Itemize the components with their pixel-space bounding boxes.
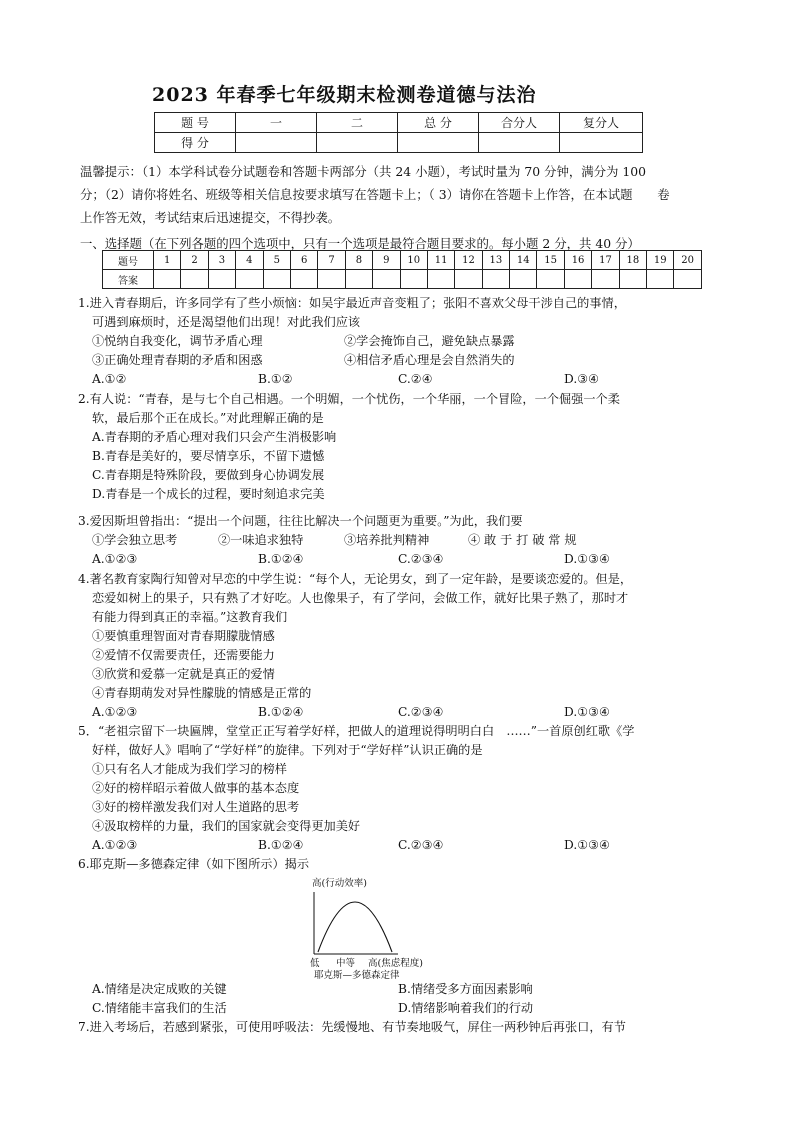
question-text: 4.著名教育家陶行知曾对早恋的中学生说：“每个人，无论男女，到了一定年龄，是要谈恋爱的。但是， (78, 572, 633, 586)
question-text: 有能力得到真正的幸福。”这教育我们 (92, 610, 288, 624)
option-a: A.情绪是决定成败的关键 (92, 982, 227, 996)
answer-number-cell: 9 (373, 251, 400, 270)
option-a: A.①② (92, 372, 127, 386)
question-text: 好样，做好人》唱响了“学好样”的旋律。下列对于“学好样”认识正确的是 (92, 743, 483, 757)
question-2 (78, 390, 718, 504)
option-c: C.②③④ (398, 552, 444, 566)
choice: A.青春期的矛盾心理对我们只会产生消极影响 (92, 430, 337, 444)
answer-blank-cell (537, 270, 564, 289)
option-a: A.①②③ (92, 552, 138, 566)
option-row (78, 703, 718, 722)
score-cell: 二 (317, 113, 398, 133)
option-d: D.情绪影响着我们的行动 (398, 1001, 534, 1015)
answer-number-cell: 19 (647, 251, 674, 270)
score-blank-cell (560, 133, 643, 153)
answer-label: 题号 (103, 251, 154, 270)
answer-number-cell: 16 (564, 251, 591, 270)
item: ②一味追求独特 (218, 533, 304, 547)
tip-line: 上作答无效，考试结束后迅速提交，不得抄袭。 (80, 210, 341, 225)
score-cell: 题 号 (155, 113, 236, 133)
question-7 (78, 1018, 718, 1037)
option-b: B.①②④ (258, 552, 304, 566)
score-cell: 总 分 (398, 113, 479, 133)
answer-label: 答案 (103, 270, 154, 289)
answer-blank-cell (290, 270, 317, 289)
question-1 (78, 294, 718, 389)
item: ④汲取榜样的力量，我们的国家就会变得更加美好 (92, 819, 361, 833)
option-c: C.②③④ (398, 838, 444, 852)
choice: D.青春是一个成长的过程，要时刻追求完美 (92, 487, 325, 501)
answer-number-cell: 20 (674, 251, 701, 270)
answer-blank-cell (208, 270, 235, 289)
question-6 (78, 855, 718, 874)
answer-number-cell: 11 (427, 251, 454, 270)
item: ②爱情不仅需要责任，还需要能力 (92, 648, 275, 662)
option-c: C.②④ (398, 372, 433, 386)
option-d: D.③④ (564, 372, 600, 386)
chart-x-tick-low: 低 (310, 958, 320, 969)
question-5 (78, 722, 718, 855)
option-a: A.①②③ (92, 705, 138, 719)
answer-table (102, 250, 702, 289)
tip-line: 温馨提示：（1）本学科试卷分试题卷和答题卡两部分（共 24 小题），考试时量为 70 分钟，满分为 100 (80, 164, 646, 179)
answer-blank-cell (345, 270, 372, 289)
answer-blank-cell (592, 270, 619, 289)
question-text: 恋爱如树上的果子，只有熟了才好吃。人也像果子，有了学问，会做工作，就好比果子熟了，那时才 (92, 591, 629, 605)
score-table-header-row (155, 113, 643, 133)
option-d: D.①③④ (564, 705, 610, 719)
option-c: C.②③④ (398, 705, 444, 719)
score-table-score-row (155, 133, 643, 153)
question-6-choices (78, 980, 718, 1018)
yerkes-dodson-chart (292, 874, 452, 980)
question-text: 5．“老祖宗留下一块匾牌，堂堂正正写着学好样，把做人的道理说得明明白白 ……”一首原创红歌《学 (78, 724, 635, 738)
option-d: D.①③④ (564, 838, 610, 852)
answer-number-cell: 1 (154, 251, 181, 270)
question-3 (78, 512, 718, 569)
answer-blank-cell (647, 270, 674, 289)
item: ①学会独立思考 (92, 533, 178, 547)
answer-number-cell: 2 (181, 251, 208, 270)
answer-blank-cell (263, 270, 290, 289)
answer-blank-cell (181, 270, 208, 289)
option-a: A.①②③ (92, 838, 138, 852)
option-row (78, 836, 718, 855)
answer-blank-cell (400, 270, 427, 289)
question-text: 3.爱因斯坦曾指出：“提出一个问题，往往比解决一个问题更为重要。”为此，我们要 (78, 514, 523, 528)
answer-number-cell: 18 (619, 251, 646, 270)
option-row (78, 999, 718, 1018)
question-4 (78, 570, 718, 722)
chart-x-tick-high: 高(焦虑程度) (368, 958, 423, 969)
score-blank-cell (479, 133, 560, 153)
question-text: 6.耶克斯—多德森定律（如下图所示）揭示 (78, 857, 310, 871)
item: ④青春期萌发对异性朦胧的情感是正常的 (92, 686, 312, 700)
item: ①要慎重理智面对青春期朦胧情感 (92, 629, 275, 643)
item-row (78, 351, 718, 370)
score-blank-cell (317, 133, 398, 153)
answer-blank-cell (236, 270, 263, 289)
option-c: C.情绪能丰富我们的生活 (92, 1001, 227, 1015)
answer-number-cell: 7 (318, 251, 345, 270)
option-row (78, 370, 718, 389)
score-table (154, 112, 643, 153)
score-cell: 一 (236, 113, 317, 133)
answer-number-cell: 12 (455, 251, 482, 270)
answer-number-cell: 4 (236, 251, 263, 270)
answer-blank-row (103, 270, 702, 289)
answer-blank-cell (373, 270, 400, 289)
score-cell: 得 分 (155, 133, 236, 153)
answer-number-cell: 14 (510, 251, 537, 270)
answer-number-cell: 17 (592, 251, 619, 270)
score-blank-cell (398, 133, 479, 153)
question-text: 2.有人说：“青春，是与七个自己相遇。一个明媚，一个忧伤，一个华丽，一个冒险，一个倔强一个柔 (78, 392, 620, 406)
tip-line: 分；（2）请你将姓名、班级等相关信息按要求填写在答题卡上；（ 3）请你在答题卡上作答，在本试题 卷 (80, 187, 670, 202)
chart-caption: 耶克斯—多德森定律 (314, 970, 400, 980)
item: ④ 敢 于 打 破 常 规 (468, 533, 577, 547)
question-text: 可遇到麻烦时，还是渴望他们出现！对此我们应该 (92, 315, 361, 329)
item: ②好的榜样昭示着做人做事的基本态度 (92, 781, 300, 795)
question-text: 7.进入考场后，若感到紧张，可使用呼吸法：先缓慢地、有节奏地吸气，屏住一两秒钟后再张口，有节 (78, 1020, 626, 1034)
page-title: 2023 年春季七年级期末检测卷道德与法治 (152, 84, 537, 106)
chart-ylabel: 高(行动效率) (312, 878, 367, 889)
score-cell: 合分人 (479, 113, 560, 133)
answer-number-cell: 6 (290, 251, 317, 270)
item: ③正确处理青春期的矛盾和困惑 (92, 353, 263, 367)
section-heading: 一、选择题（在下列各题的四个选项中，只有一个选项是最符合题目要求的。每小题 2 分，共 40 分） (80, 236, 640, 251)
score-blank-cell (236, 133, 317, 153)
answer-number-cell: 3 (208, 251, 235, 270)
option-b: B.①② (258, 372, 293, 386)
option-b: B.①②④ (258, 838, 304, 852)
option-row (78, 980, 718, 999)
option-row (78, 550, 718, 569)
choice: B.青春是美好的，要尽情享乐，不留下遗憾 (92, 449, 325, 463)
answer-number-cell: 8 (345, 251, 372, 270)
chart-curve (318, 902, 392, 952)
answer-blank-cell (564, 270, 591, 289)
item-row (78, 531, 718, 550)
answer-number-row (103, 251, 702, 270)
answer-blank-cell (455, 270, 482, 289)
answer-number-cell: 10 (400, 251, 427, 270)
chart-x-tick-mid: 中等 (336, 958, 356, 969)
answer-blank-cell (482, 270, 509, 289)
answer-blank-cell (619, 270, 646, 289)
answer-blank-cell (318, 270, 345, 289)
question-text: 1.进入青春期后，许多同学有了些小烦恼：如吴宇最近声音变粗了；张阳不喜欢父母干涉自己的事情， (78, 296, 626, 310)
item: ③好的榜样激发我们对人生道路的思考 (92, 800, 300, 814)
choice: C.青春期是特殊阶段，要做到身心协调发展 (92, 468, 325, 482)
score-cell: 复分人 (560, 113, 643, 133)
answer-number-cell: 5 (263, 251, 290, 270)
item: ④相信矛盾心理是会自然消失的 (344, 353, 515, 367)
item: ①只有名人才能成为我们学习的榜样 (92, 762, 287, 776)
answer-number-cell: 15 (537, 251, 564, 270)
answer-blank-cell (154, 270, 181, 289)
question-text: 软，最后那个正在成长。”对此理解正确的是 (92, 411, 324, 425)
option-b: B.情绪受多方面因素影响 (398, 982, 533, 996)
item-row (78, 332, 718, 351)
answer-blank-cell (674, 270, 701, 289)
item: ③欣赏和爱慕一定就是真正的爱情 (92, 667, 275, 681)
option-b: B.①②④ (258, 705, 304, 719)
answer-number-cell: 13 (482, 251, 509, 270)
warm-tip (80, 160, 716, 229)
option-d: D.①③④ (564, 552, 610, 566)
answer-blank-cell (427, 270, 454, 289)
item: ①悦纳自我变化，调节矛盾心理 (92, 334, 263, 348)
item: ②学会掩饰自己，避免缺点暴露 (344, 334, 515, 348)
item: ③培养批判精神 (344, 533, 430, 547)
answer-blank-cell (510, 270, 537, 289)
